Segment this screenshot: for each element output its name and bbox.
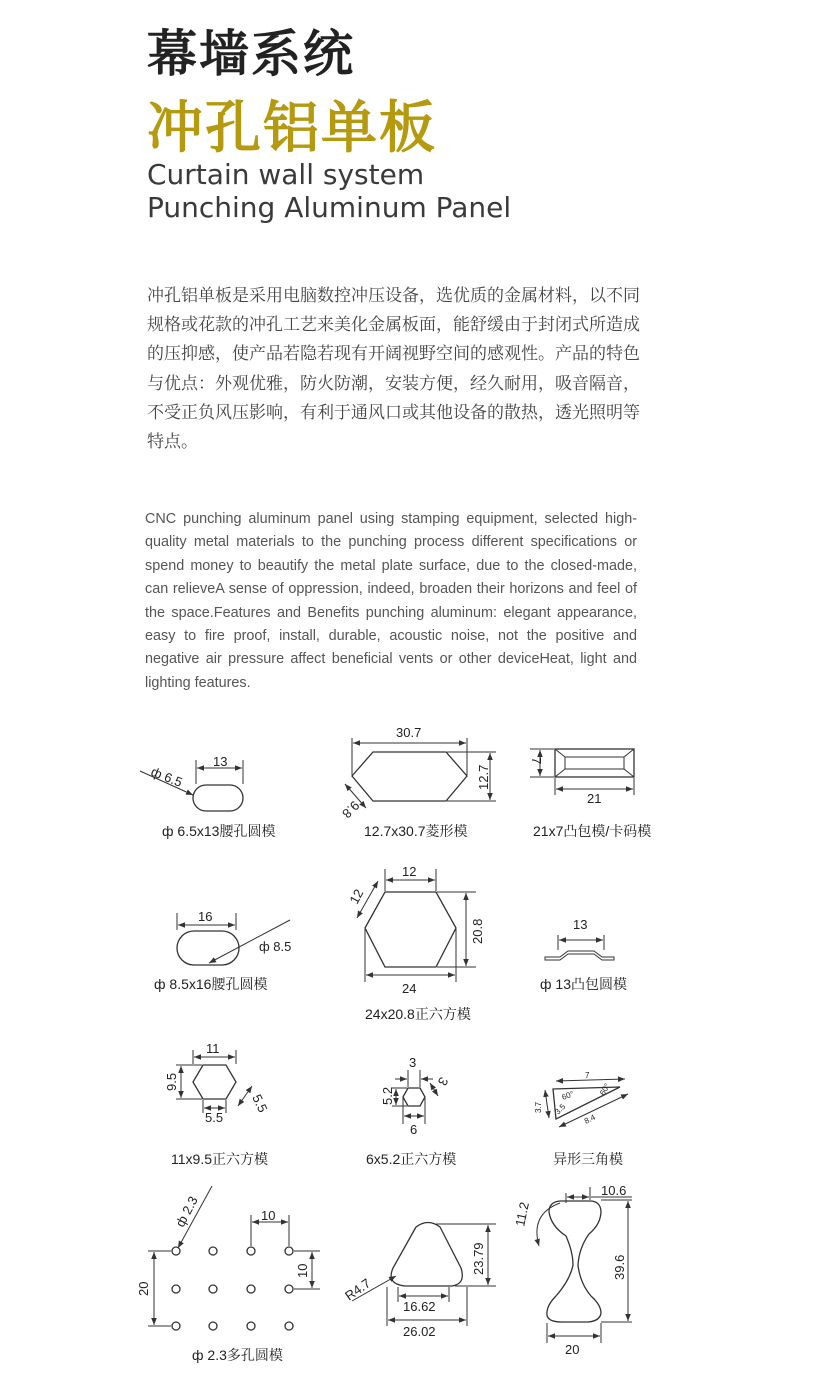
- dim-23.79: 23.79: [471, 1242, 486, 1275]
- dim-5.2: 5.2: [380, 1086, 395, 1105]
- mold-rounded-triangle: [342, 1223, 496, 1340]
- dim-3-side: 3: [434, 1074, 452, 1089]
- hex-diamond-shape: [352, 752, 467, 801]
- caption-hexagon-24x20.8: 24x20.8正六方模: [365, 1006, 471, 1022]
- dim-7: 7: [585, 1071, 590, 1080]
- caption-slot-6.5x13: ф 6.5x13腰孔圆模: [162, 823, 276, 839]
- dim-13: 13: [213, 754, 228, 769]
- caption-emboss-21x7: 21x7凸包模/卡码模: [533, 823, 652, 839]
- title-cn-line1: 幕墙系统: [147, 24, 355, 83]
- dim-26.02: 26.02: [403, 1324, 436, 1339]
- dim-3-top: 3: [409, 1055, 417, 1070]
- dim-21: 21: [587, 791, 602, 806]
- dim-16: 16: [198, 909, 213, 924]
- dim-7: 7: [529, 757, 544, 765]
- mold-multi-hole-2.3: [136, 1186, 320, 1363]
- hexagon-shape: [365, 892, 456, 967]
- mold-hexagon-11x9.5: [164, 1041, 271, 1167]
- mold-dog-bone: [512, 1183, 632, 1357]
- dog-bone-shape: [547, 1201, 601, 1322]
- caption-hexagon-6x5.2: 6x5.2正六方模: [366, 1151, 457, 1167]
- rounded-triangle-shape: [391, 1223, 462, 1287]
- dim-20: 20: [565, 1342, 580, 1357]
- emboss-profile-shape: [545, 951, 614, 960]
- angle-right: 60°: [597, 1082, 612, 1097]
- dim-11.2: 11.2: [512, 1200, 532, 1228]
- hexagon-shape: [193, 1065, 236, 1099]
- caption-diamond: 12.7x30.7菱形模: [364, 823, 468, 839]
- title-en-line2: Punching Aluminum Panel: [147, 191, 512, 224]
- dim-12-top: 12: [402, 864, 417, 879]
- caption-hexagon-11x9.5: 11x9.5正六方模: [171, 1151, 268, 1167]
- dim-8.4: 8.4: [582, 1112, 597, 1126]
- dim-phi2.3: ф 2.3: [172, 1193, 201, 1230]
- dim-3.7: 3.7: [534, 1101, 543, 1113]
- mold-slot-6.5x13: [140, 754, 275, 839]
- angle-left: 60°: [560, 1089, 576, 1102]
- dim-12-side: 12: [346, 886, 367, 907]
- mold-slot-8.5x16: [154, 909, 291, 992]
- dim-10-horizontal: 10: [261, 1208, 276, 1223]
- mold-diamond-12.7x30.7: [339, 725, 496, 839]
- mold-emboss-round-13: [540, 917, 627, 992]
- caption-multi-hole: ф 2.3多孔圆模: [192, 1347, 283, 1363]
- mold-hexagon-24x20.8: [346, 864, 485, 1022]
- title-cn-line2: 冲孔铝单板: [147, 95, 437, 161]
- hexagon-shape: [403, 1088, 425, 1106]
- mold-hexagon-6x5.2: [366, 1055, 456, 1167]
- caption-emboss-round: ф 13凸包圆模: [540, 976, 627, 992]
- dim-6: 6: [410, 1122, 418, 1137]
- dim-20: 20: [136, 1281, 151, 1296]
- dim-3.5: 3.5: [553, 1102, 568, 1117]
- slot-hole-shape: [193, 785, 243, 811]
- hole-grid: [172, 1247, 293, 1330]
- dim-phi6.5: ф 6.5: [148, 763, 185, 790]
- dim-24: 24: [402, 981, 417, 996]
- caption-slot-8.5x16: ф 8.5x16腰孔圆模: [154, 976, 268, 992]
- dim-39.6: 39.6: [612, 1254, 627, 1280]
- dim-10-vertical: 10: [295, 1263, 310, 1278]
- dim-11: 11: [206, 1041, 220, 1056]
- dim-R4.7: R4.7: [342, 1275, 374, 1304]
- description-english: CNC punching aluminum panel using stamping equipment, selected high-quality metal materials to the punching process different specifications or spend money to beautify the metal plate surface, due to the closed-made, can relieveA sense of oppression, indeed, broaden their horizons and feel of the space.Features and Benefits punching aluminum: elegant appearance, easy to fire proof, install, durable, acoustic noise, not the positive and negative air pressure affect beneficial vents or other deviceHeat, light and lighting features.: [145, 511, 637, 691]
- title-en-line1: Curtain wall system: [147, 158, 425, 191]
- dim-5.5-side: 5.5: [249, 1091, 271, 1115]
- dim-9.5: 9.5: [164, 1072, 179, 1091]
- mold-emboss-21x7: [529, 749, 651, 839]
- dim-5.5-bottom: 5.5: [205, 1110, 224, 1125]
- dim-10.6: 10.6: [601, 1183, 627, 1198]
- dim-9.8: 9.8: [339, 797, 363, 822]
- mold-special-triangle: [534, 1071, 628, 1167]
- emboss-outer-shape: [555, 749, 634, 777]
- dim-13: 13: [573, 917, 588, 932]
- slot-hole-shape: [177, 931, 239, 965]
- dim-phi8.5: ф 8.5: [259, 939, 292, 954]
- caption-special-triangle: 异形三角模: [553, 1151, 623, 1167]
- description-chinese: 冲孔铝单板是采用电脑数控冲压设备，选优质的金属材料，以不同规格或花款的冲孔工艺来美化金属板面，能舒缓由于封闭式所造成的压抑感，使产品若隐若现有开阔视野空间的感观性。产品的特色与优点：外观优雅，防火防潮，安装方便，经久耐用，吸音隔音，不受正负风压影响，有利于通风口或其他设备的散热，透光照明等特点。: [147, 286, 640, 453]
- dim-20.8: 20.8: [470, 918, 485, 944]
- dim-16.62: 16.62: [403, 1299, 436, 1314]
- dim-30.7: 30.7: [396, 725, 422, 740]
- dim-12.7: 12.7: [476, 764, 491, 790]
